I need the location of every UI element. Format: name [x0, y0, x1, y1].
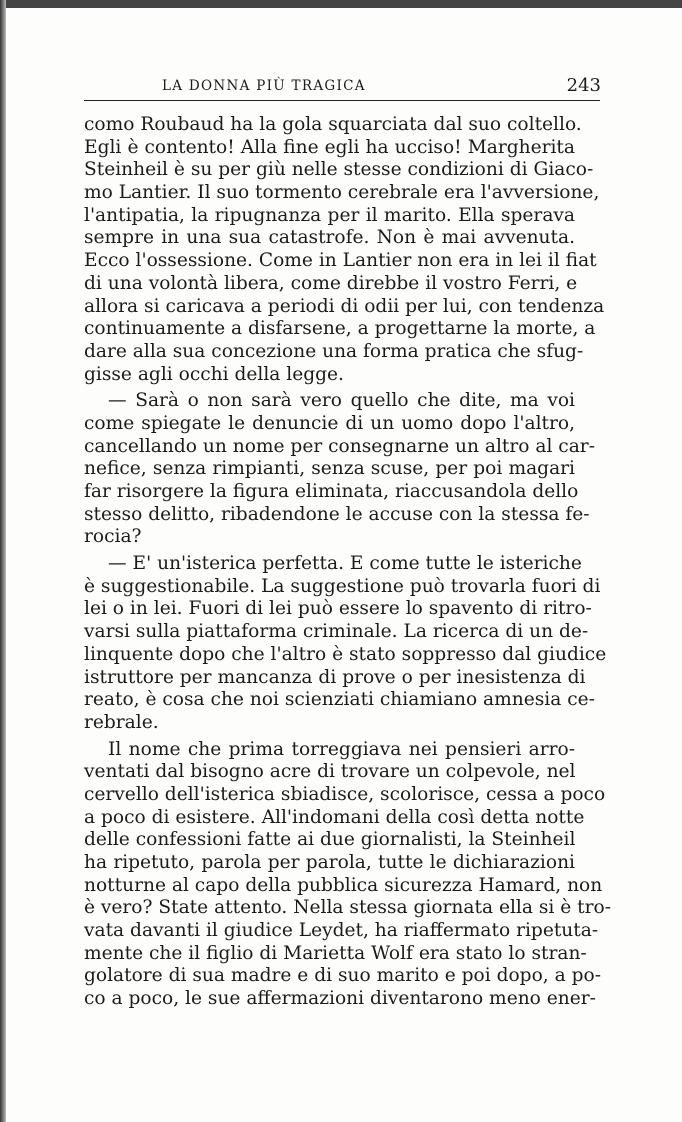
text-line: gisse agli occhi della legge.: [84, 363, 344, 385]
text-line: dare alla sua concezione una forma pratica che sfug-: [84, 340, 584, 362]
paragraph: [84, 390, 595, 549]
text-line: come spiegate le denuncie di un uomo dopo l'altro,: [84, 412, 575, 434]
text-line: golatore di sua madre e di suo marito e poi dopo, a po-: [84, 965, 601, 987]
text-line: lei o in lei. Fuori di lei può essere lo spavento di ritro-: [84, 598, 592, 620]
header-rule: [84, 100, 600, 101]
text-line: co a poco, le sue affermazioni diventarono meno ener-: [84, 988, 596, 1010]
text-line: cervello dell'isterica sbiadisce, scolorisce, cessa a poco: [84, 783, 606, 805]
text-line: — E' un'isterica perfetta. E come tutte le isteriche: [108, 553, 582, 575]
text-line: a poco di esistere. All'indomani della così detta notte: [84, 806, 585, 828]
text-line: ha ripetuto, parola per parola, tutte le dichiarazioni: [84, 852, 575, 873]
text-line: continuamente a disfarsene, a progettarne la morte, a: [84, 318, 596, 340]
text-line: varsi sulla piattaforma criminale. La ricerca di un de-: [84, 621, 589, 643]
text-line: vata davanti il giudice Leydet, ha riaffermato ripetuta-: [84, 920, 599, 942]
page-top-edge: [0, 0, 682, 8]
text-line: — Sarà o non sarà vero quello che dite, ma voi: [108, 390, 575, 412]
text-line: Egli è contento! Alla fine egli ha ucciso! Margherita: [84, 136, 575, 158]
paragraph: [84, 114, 605, 386]
page-header: [82, 76, 603, 100]
text-line: istruttore per mancanza di prove o per inesistenza di: [84, 666, 586, 688]
text-line: mente che il figlio di Marietta Wolf era stato lo stran-: [84, 942, 587, 964]
text-line: reato, è cosa che noi scienziati chiamiano amnesia ce-: [84, 689, 595, 711]
text-line: notturne al capo della pubblica sicurezza Hamard, non: [84, 874, 603, 896]
text-line: di una volontà libera, come direbbe il vostro Ferri, e: [84, 272, 578, 294]
text-line: cancellando un nome per consegnarne un altro al car-: [84, 435, 595, 457]
text-line: sempre in una sua catastrofe. Non è mai avvenuta.: [84, 227, 575, 249]
text-line: mo Lantier. Il suo tormento cerebrale era l'avversione,: [84, 182, 600, 204]
text-line: delle confessioni fatte ai due giornalisti, la Steinheil: [84, 829, 576, 851]
text-line: Ecco l'ossessione. Come in Lantier non era in lei il fiat: [84, 250, 597, 272]
text-line: allora si caricava a periodi di odii per lui, con tendenza: [84, 295, 605, 317]
page-binding-shadow: [0, 0, 6, 1122]
paragraph: [84, 738, 611, 1011]
text-line: nefice, senza rimpianti, senza scuse, per poi magari: [84, 458, 575, 480]
text-line: rocia?: [84, 526, 142, 548]
text-line: Il nome che prima torreggiava nei pensieri arro-: [108, 738, 575, 760]
text-line: far risorgere la figura eliminata, riaccusandola dello: [84, 481, 579, 502]
text-line: stesso delitto, ribadendone le accuse con la stessa fe-: [84, 503, 590, 525]
text-line: linquente dopo che l'altro è stato soppresso dal giudice: [84, 643, 607, 665]
text-line: ventati dal bisogno acre di trovare un colpevole, nel: [84, 761, 576, 783]
text-line: l'antipatia, la ripugnanza per il marito. Ella sperava: [84, 204, 575, 226]
body-text: [84, 114, 611, 1011]
paragraph: [84, 553, 607, 735]
text-line: rebrale.: [84, 711, 159, 733]
page-number: 243: [566, 75, 601, 96]
running-title: LA DONNA PIÙ TRAGICA: [162, 78, 366, 94]
text-line: è vero? State attento. Nella stessa giornata ella si è tro-: [84, 897, 611, 919]
text-line: como Roubaud ha la gola squarciata dal suo coltello.: [84, 114, 582, 135]
text-line: Steinheil è su per giù nelle stesse condizioni di Giaco-: [84, 159, 594, 181]
text-line: è suggestionabile. La suggestione può trovarla fuori di: [84, 575, 601, 597]
